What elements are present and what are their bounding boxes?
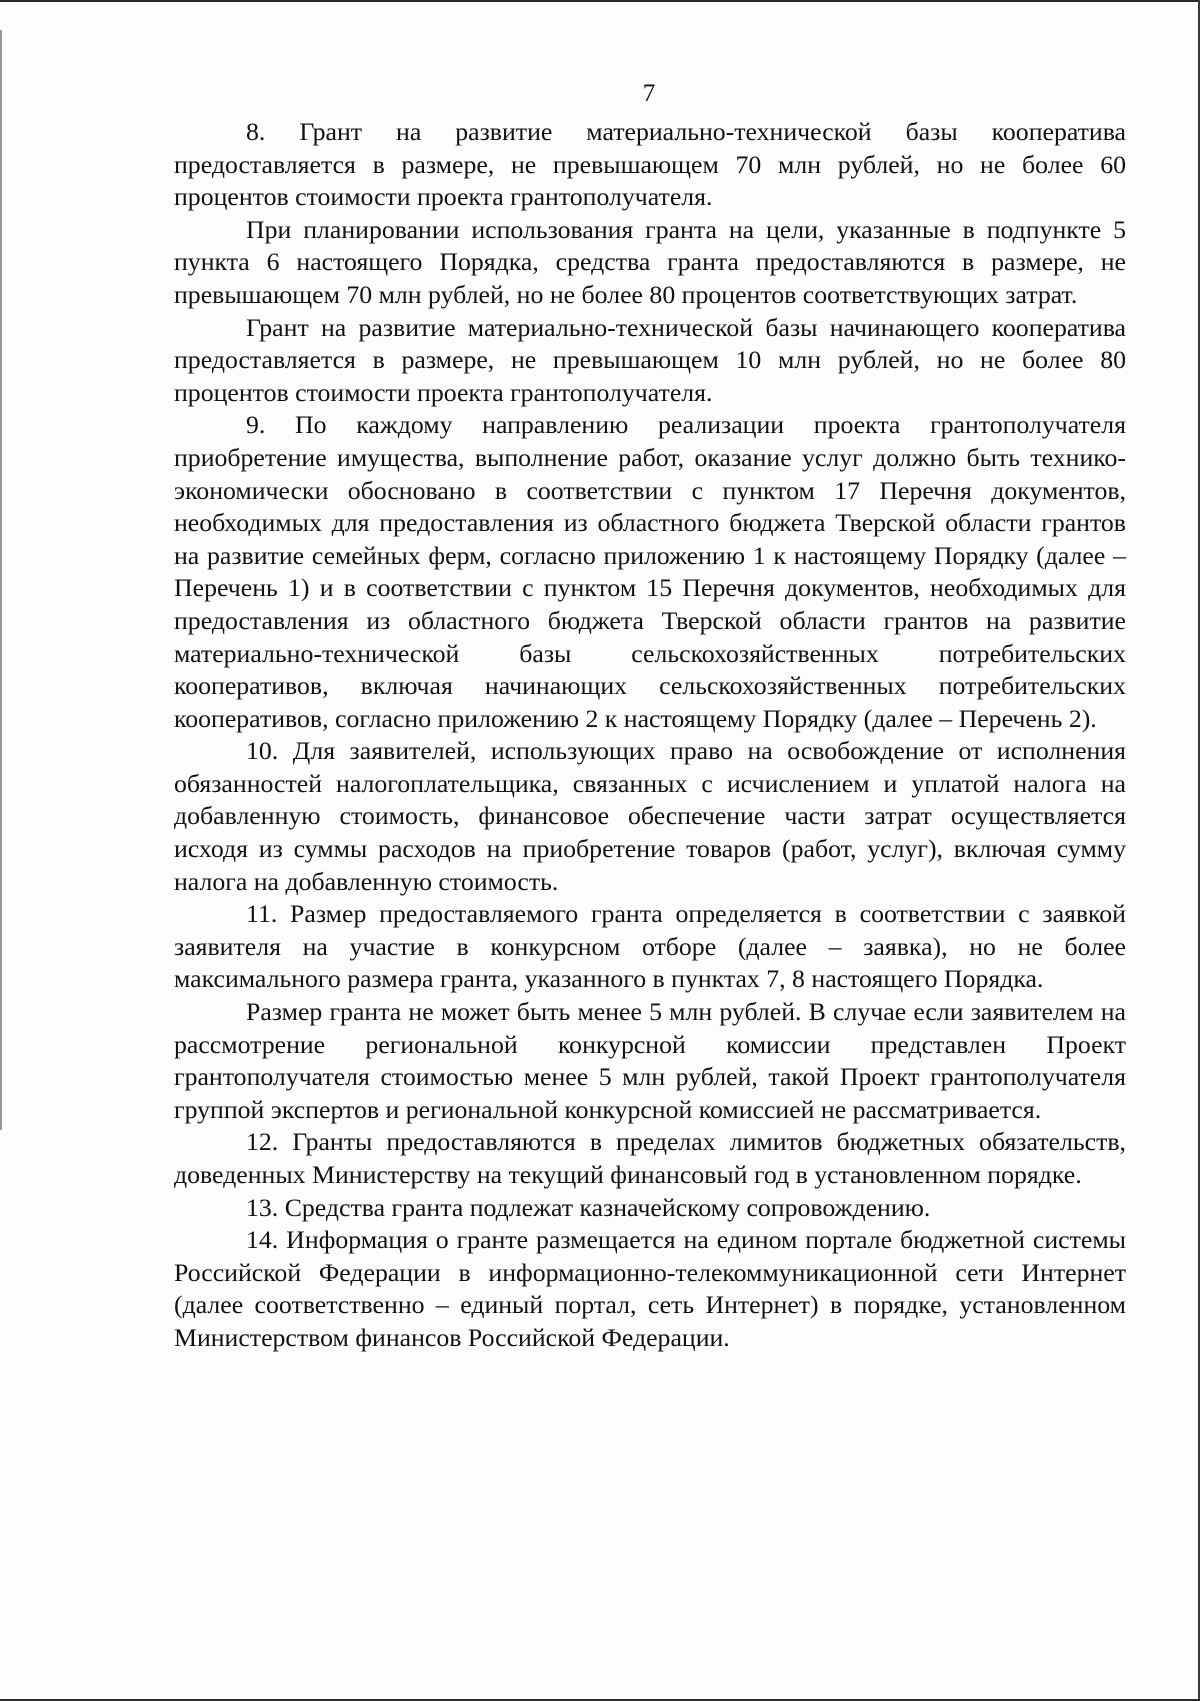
paragraph-9: 9. По каждому направлению реализации проекта грантополучателя приобретение имущества, выполнение работ, оказание услуг должно быть технико-экономически обосновано в соответствии с пунктом 17 Перечня документов, необходимых для предоставления из областного бюджета Тверской области грантов на развитие семейных ферм, согласно приложению 1 к настоящему Порядку (далее – Перечень 1) и в соответствии с пунктом 15 Перечня документов, необходимых для предоставления из областного бюджета Тверской области грантов на развитие материально-технической базы сельскохозяйственных потребительских кооперативов, включая начинающих сельскохозяйственных потребительских кооперативов, согласно приложению 2 к настоящему Порядку (далее – Перечень 2). bbox=[174, 410, 1126, 733]
paragraph-11-minimum: Размер гранта не может быть менее 5 млн рублей. В случае если заявителем на рассмотрение региональной конкурсной комиссии представлен Проект грантополучателя стоимостью менее 5 млн рублей, такой Проект грантополучателя группой экспертов и региональной конкурсной комиссией не рассматривается. bbox=[174, 997, 1126, 1124]
paragraph-14: 14. Информация о гранте размещается на едином портале бюджетной системы Российской Федерации в информационно-телекоммуникационной сети Интернет (далее соответственно – единый портал, сеть Интернет) в порядке, установленном Министерством финансов Российской Федерации. bbox=[174, 1225, 1126, 1352]
paragraph-11: 11. Размер предоставляемого гранта определяется в соответствии с заявкой заявителя на участие в конкурсном отборе (далее – заявка), но не более максимального размера гранта, указанного в пунктах 7, 8 настоящего Порядка. bbox=[174, 899, 1126, 994]
scan-edge-left bbox=[0, 30, 2, 1130]
paragraph-8-targets: При планировании использования гранта на цели, указанные в подпункте 5 пункта 6 настоящего Порядка, средства гранта предоставляются в размере, не превышающем 70 млн рублей, но не более 80 процентов соответствующих затрат. bbox=[174, 214, 1126, 309]
paragraph-8-starting-cooperative: Грант на развитие материально-технической базы начинающего кооператива предоставляется в размере, не превышающем 10 млн рублей, но не более 80 процентов стоимости проекта грантополучателя. bbox=[174, 312, 1126, 407]
paragraph-8: 8. Грант на развитие материально-технической базы кооператива предоставляется в размере, не превышающем 70 млн рублей, но не более 60 процентов стоимости проекта грантополучателя. bbox=[174, 117, 1126, 212]
scan-edge-top bbox=[0, 0, 1200, 2]
paragraph-12: 12. Гранты предоставляются в пределах лимитов бюджетных обязательств, доведенных Министерству на текущий финансовый год в установленном порядке. bbox=[174, 1127, 1126, 1189]
page-number: 7 bbox=[642, 80, 656, 107]
document-body bbox=[174, 116, 1126, 1355]
paragraph-10: 10. Для заявителей, использующих право на освобождение от исполнения обязанностей налогоплательщика, связанных с исчислением и уплатой налога на добавленную стоимость, финансовое обеспечение части затрат осуществляется исходя из суммы расходов на приобретение товаров (работ, услуг), включая сумму налога на добавленную стоимость. bbox=[174, 736, 1126, 896]
paragraph-13: 13. Средства гранта подлежат казначейскому сопровождению. bbox=[246, 1192, 931, 1222]
